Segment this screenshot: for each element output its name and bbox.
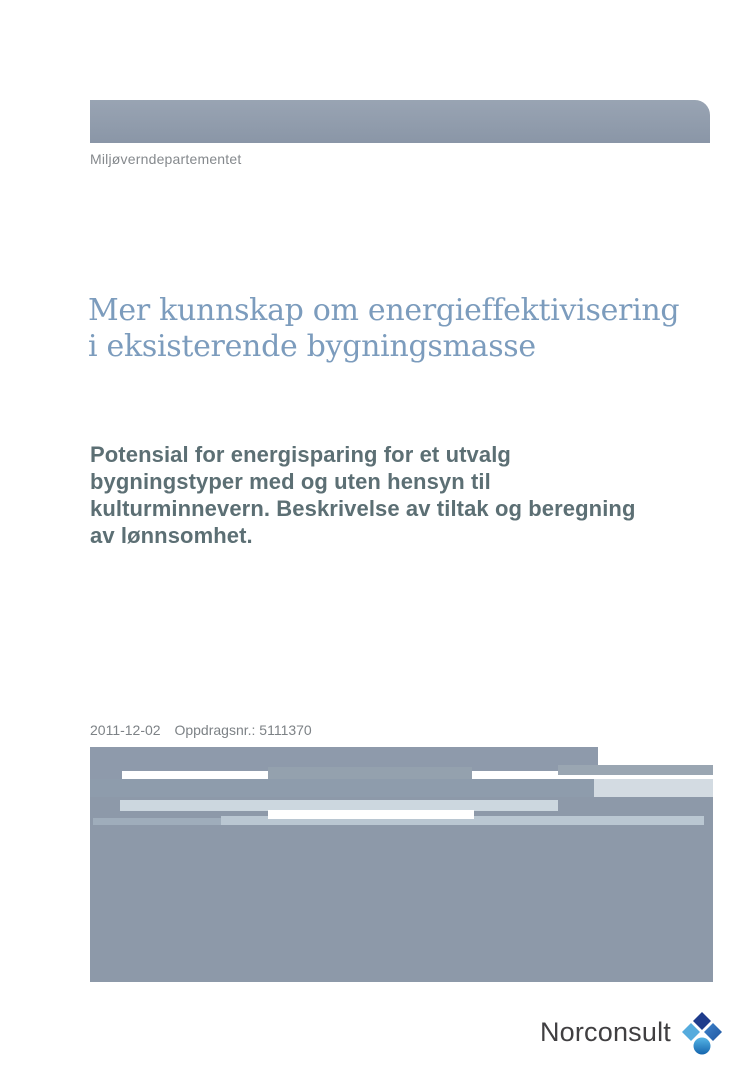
client-name: Miljøverndepartementet [90,151,242,167]
graphic-band-second [90,779,594,797]
graphic-block-light-right [594,779,713,797]
graphic-bar-right-gray [558,765,713,775]
report-title-line-2: i eksisterende bygningsmasse [88,329,536,364]
report-title-line-1: Mer kunnskap om energieffektivisering [88,293,680,328]
report-subtitle-line-4: av lønnsomhet. [90,523,253,548]
header-band [90,100,710,143]
meta-line [90,722,312,738]
assignment-number: Oppdragsnr.: 5111370 [174,722,312,738]
report-title [88,293,728,365]
report-subtitle-line-3: kulturminnevern. Beskrivelse av tiltak og beregning [90,496,636,521]
report-subtitle-line-2: bygningstyper med og uten hensyn til [90,469,491,494]
report-subtitle-line-1: Potensial for energisparing for et utvalg [90,442,511,467]
norconsult-logo [540,1010,724,1058]
graphic-bar-white [268,810,474,819]
report-subtitle [90,441,710,549]
report-date: 2011-12-02 [90,722,161,738]
norconsult-logo-icon [680,1010,724,1058]
graphic-bar-mid-gray [268,767,472,779]
graphic-left-stub [90,771,122,779]
norconsult-wordmark: Norconsult [539,1016,671,1047]
graphic-bar-dim-left [93,818,221,825]
cover-graphic [90,747,713,982]
